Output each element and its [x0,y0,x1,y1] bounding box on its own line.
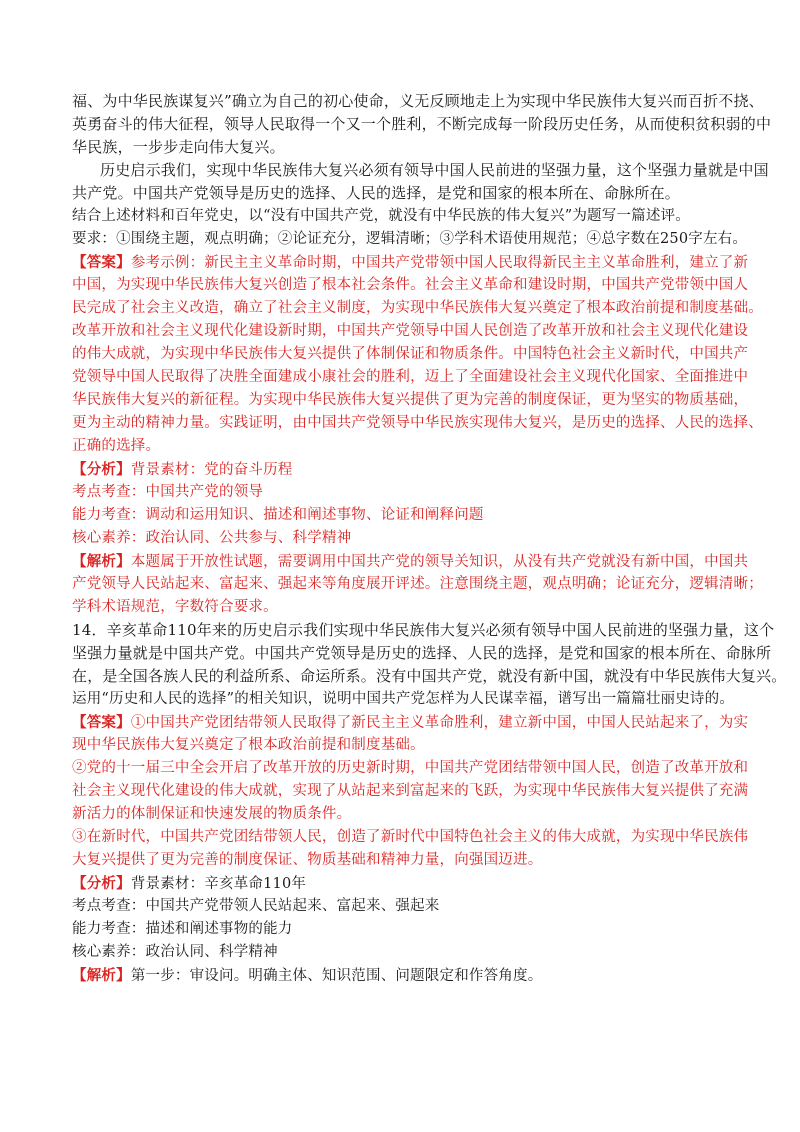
explain-label: 【解析】 [72,967,131,984]
material-line: 华民族，一步步走向伟大复兴。 [72,138,285,156]
question-line: 运用“历史和人民的选择”的相关知识，说明中国共产党怎样为人民谋幸福，谱写出一篇篇壮丽史诗的。 [72,691,735,707]
question-prompt: 结合上述材料和百年党史，以“没有中国共产党，就没有中华民族的伟大复兴”为题写一篇述评。 [72,208,690,224]
answer-line: 民完成了社会主义改造，确立了社会主义制度，为实现中华民族伟大复兴奠定了根本政治前提和制度基础。 [72,300,763,316]
q14-analysis-block [72,872,740,964]
q13-analysis-block [72,458,740,550]
material-section [72,90,772,251]
material-line: 英勇奋斗的伟大征程，领导人民取得一个又一个胜利，不断完成每一阶段历史任务，从而使积贫积弱的中 [72,115,772,133]
answer-line: ②党的十一届三中全会开启了改革开放的历史新时期，中国共产党团结带领中国人民，创造了改革开放和 [72,760,749,776]
explain-line: 产党领导人民站起来、富起来、强起来等角度展开评述。注意围绕主题，观点明确；论证充分，逻辑清晰； [72,576,763,592]
analysis-line: 核心素养：政治认同、公共参与、科学精神 [72,530,352,546]
analysis-line: 能力考查：调动和运用知识、描述和阐述事物、论证和阐释问题 [72,507,484,523]
material-line: 共产党。中国共产党领导是历史的选择、人民的选择，是党和国家的根本所在、命脉所在。 [72,184,681,202]
answer-label: 【答案】 [72,714,131,731]
q14-explain-block [72,964,740,987]
explain-label: 【解析】 [72,553,131,570]
analysis-label: 【分析】 [72,461,131,478]
question-line: 14．辛亥革命110年来的历史启示我们实现中华民族伟大复兴必须有领导中国人民前进的坚强力量，这个 [72,621,775,639]
answer-line: 【答案】参考示例：新民主主义革命时期，中国共产党带领中国人民取得新民主主义革命胜利，建立了新 [72,254,749,271]
answer-line: 正确的选择。 [72,438,161,454]
analysis-line: 核心素养：政治认同、科学精神 [72,944,278,960]
question-line: 在，是全国各族人民的利益所系、命运所系。没有中国共产党，就没有新中国，就没有中华民族伟大复兴。 [72,667,787,685]
question-requirements: 要求：①围绕主题，观点明确；②论证充分，逻辑清晰；③学科术语使用规范；④总字数在250字左右。 [72,231,748,247]
answer-line: 华民族伟大复兴的新征程。为实现中华民族伟大复兴提供了更为完善的制度保证，更为坚实的物质基础， [72,392,749,408]
material-line: 福、为中华民族谋复兴”确立为自己的初心使命，义无反顾地走上为实现中华民族伟大复兴而百折不挠、 [72,92,764,110]
answer-line: 【答案】①中国共产党团结带领人民取得了新民主主义革命胜利，建立新中国，中国人民站起来了，为实 [72,714,749,731]
answer-line: 更为主动的精神力量。实践证明，由中国共产党领导中华民族实现伟大复兴，是历史的选择、人民的选择、 [72,415,763,431]
analysis-label: 【分析】 [72,875,131,892]
q14-question-block [72,619,787,711]
analysis-line: 能力考查：描述和阐述事物的能力 [72,921,293,937]
analysis-line: 考点考查：中国共产党的领导 [72,484,264,500]
explain-line: 【解析】第一步：审设问。明确主体、知识范围、问题限定和作答角度。 [72,967,543,984]
analysis-line: 【分析】背景素材：党的奋斗历程 [72,461,293,478]
answer-line: 新活力的体制保证和快速发展的物质条件。 [72,806,352,822]
answer-line: ③在新时代，中国共产党团结带领人民，创造了新时代中国特色社会主义的伟大成就，为实现中华民族伟 [72,829,749,845]
q14-answer-block [72,711,749,872]
answer-line: 改革开放和社会主义现代化建设新时期，中国共产党领导中国人民创造了改革开放和社会主义现代化建设 [72,323,749,339]
q13-explain-block [72,550,763,619]
analysis-line: 【分析】背景素材：辛亥革命110年 [72,875,307,892]
q13-answer-block [72,251,763,458]
explain-line: 学科术语规范，字数符合要求。 [72,599,278,615]
question-line: 坚强力量就是中国共产党。中国共产党领导是历史的选择、人民的选择，是党和国家的根本所在、命脉所 [72,644,772,662]
answer-label: 【答案】 [72,254,131,271]
answer-line: 现中华民族伟大复兴奠定了根本政治前提和制度基础。 [72,737,425,753]
analysis-line: 考点考查：中国共产党带领人民站起来、富起来、强起来 [72,898,440,914]
material-line: 历史启示我们，实现中华民族伟大复兴必须有领导中国人民前进的坚强力量，这个坚强力量就是中国 [100,161,769,179]
page-content [72,90,787,987]
answer-line: 社会主义现代化建设的伟大成就，实现了从站起来到富起来的飞跃，为实现中华民族伟大复兴提供了充满 [72,783,749,799]
answer-line: 大复兴提供了更为完善的制度保证、物质基础和精神力量，向强国迈进。 [72,852,543,868]
answer-line: 党领导中国人民取得了决胜全面建成小康社会的胜利，迈上了全面建设社会主义现代化国家、全面推进中 [72,369,749,385]
explain-line: 【解析】本题属于开放性试题，需要调用中国共产党的领导关知识，从没有共产党就没有新中国，中国共 [72,553,749,570]
answer-line: 中国，为实现中华民族伟大复兴创造了根本社会条件。社会主义革命和建设时期，中国共产党带领中国人 [72,277,749,293]
answer-line: 的伟大成就，为实现中华民族伟大复兴提供了体制保证和物质条件。中国特色社会主义新时代，中国共产 [72,346,749,362]
